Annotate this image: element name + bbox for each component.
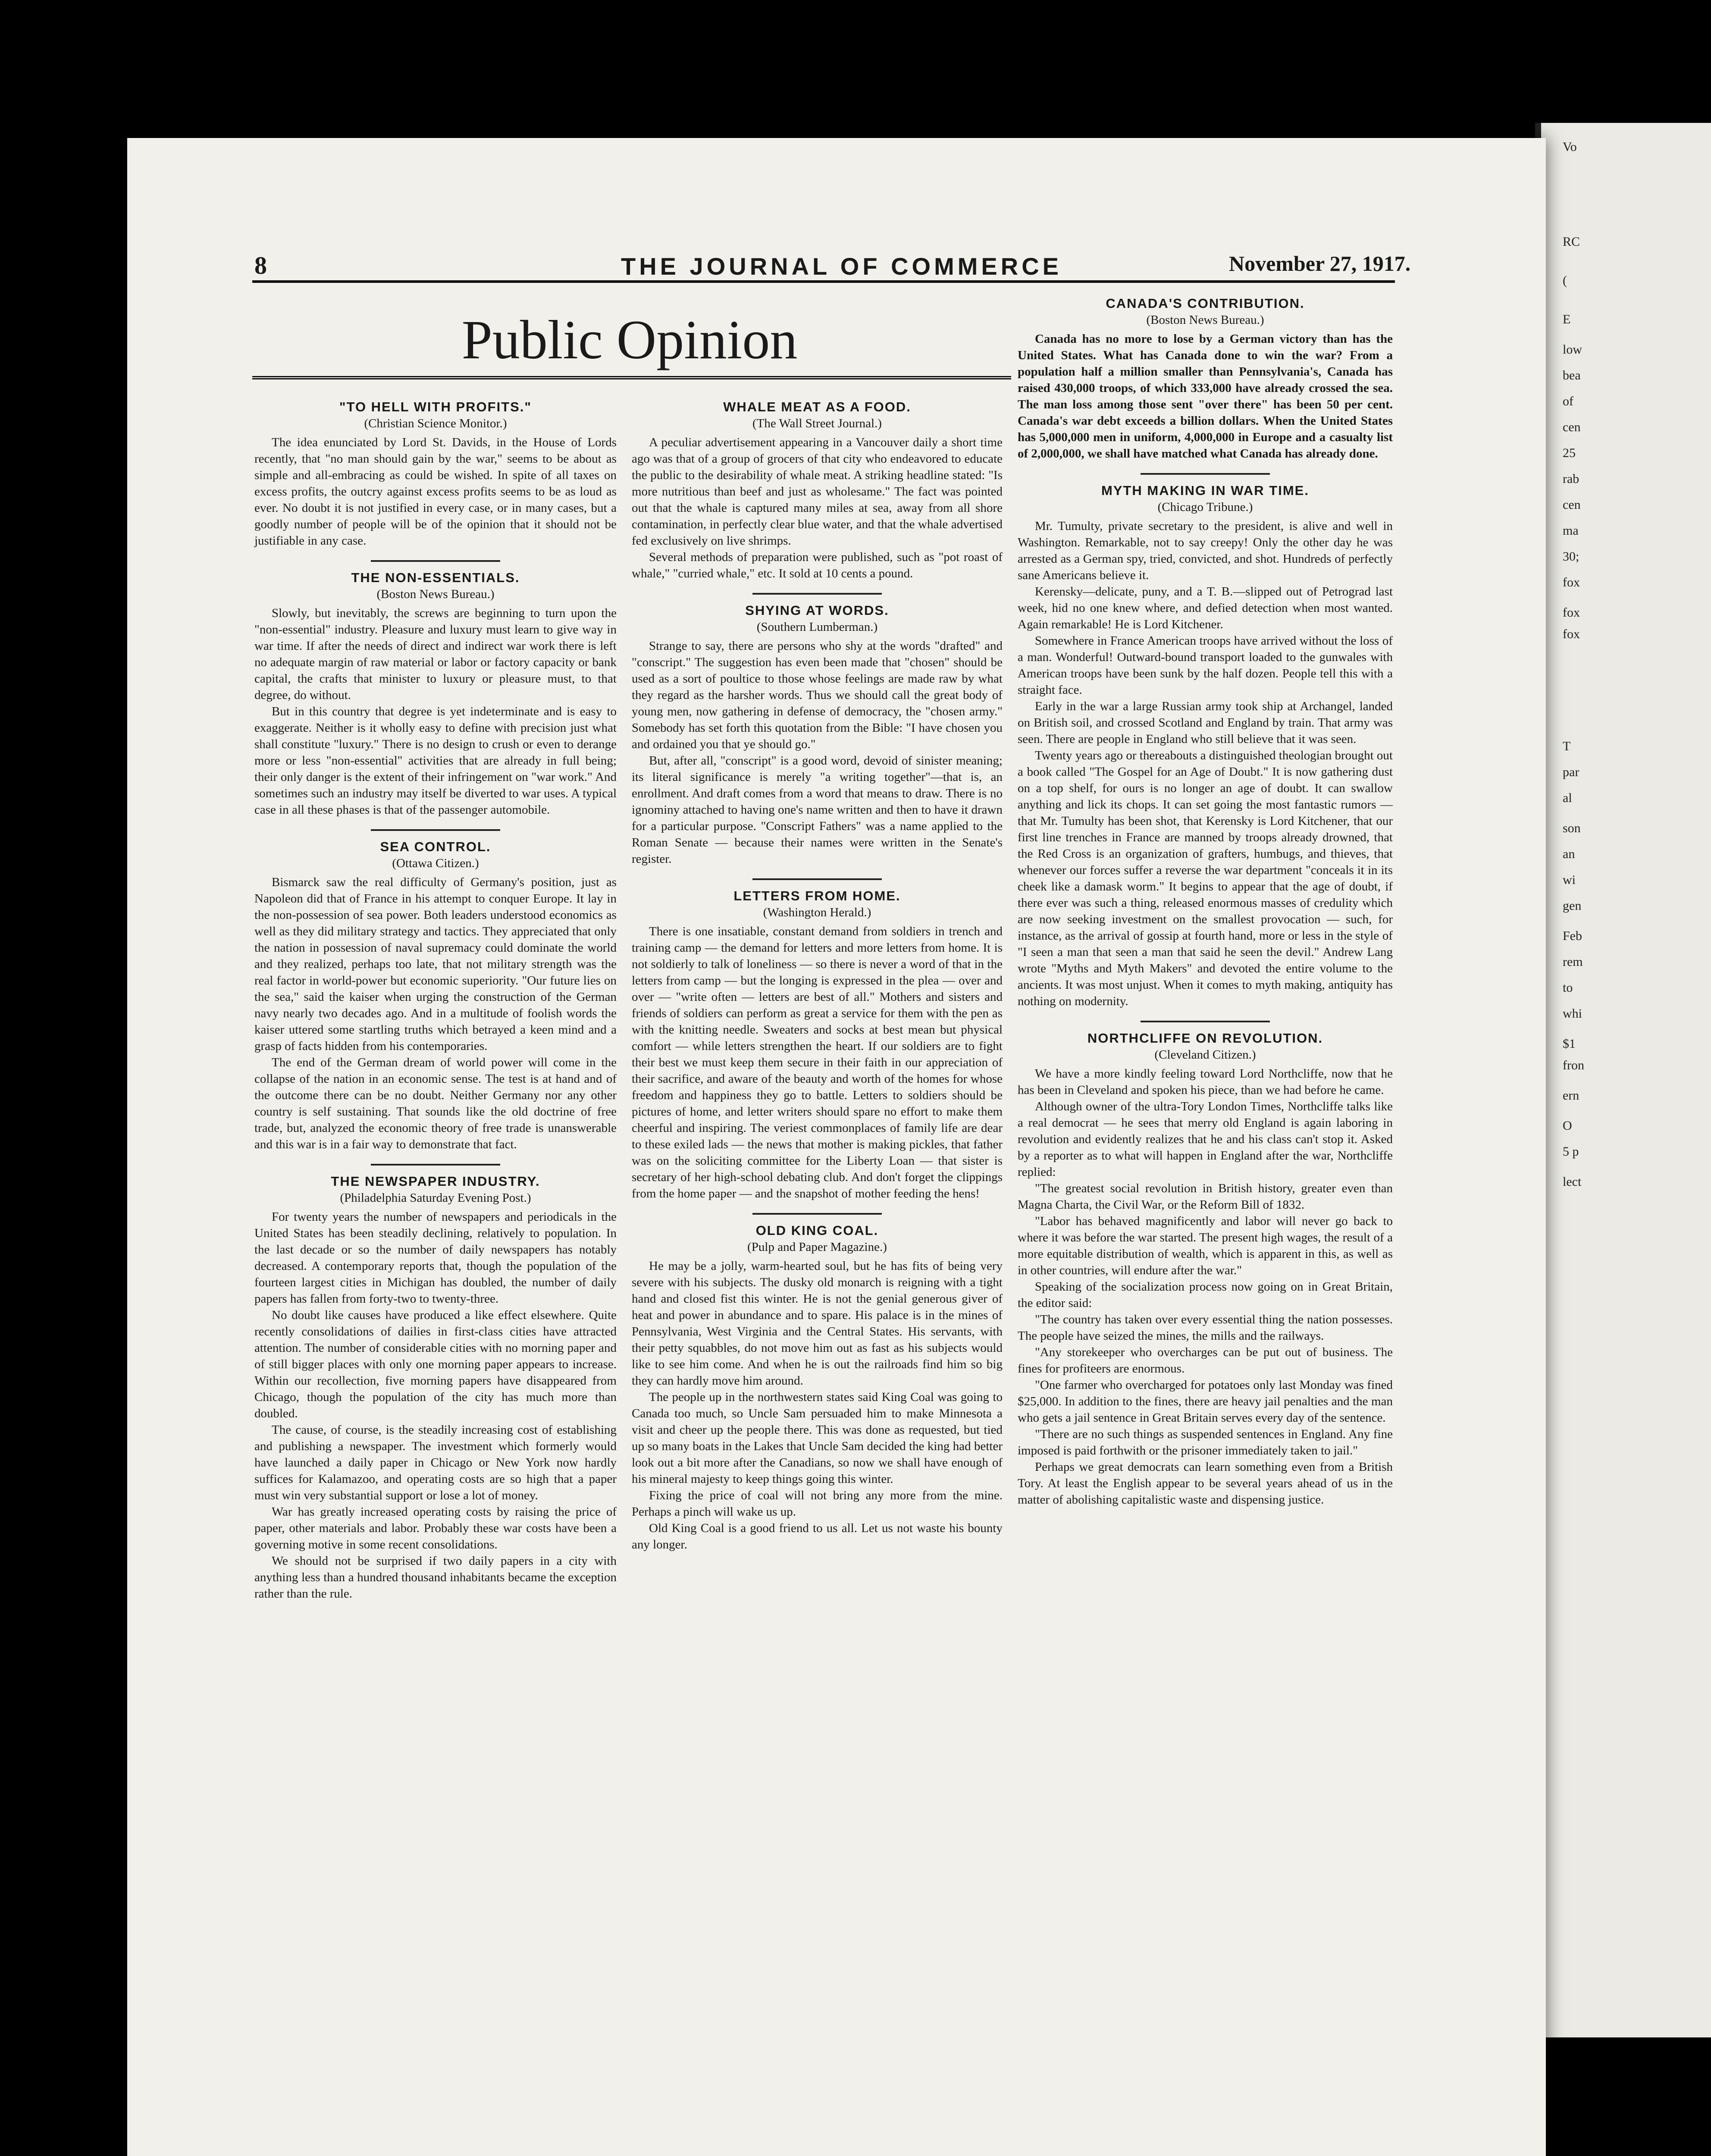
article [632,399,1003,582]
adjacent-page-fragment: Vo [1563,140,1577,154]
article-paragraph: Although owner of the ultra-Tory London Times, Northcliffe talks like a real democrat — he sees that merry old England is again laboring in revolution and evidently realizes that he and his class can't stop it. Asked by a reporter as to what will happen in England after the war, Northcliffe replied: [1018,1100,1393,1179]
header-rule [252,280,1395,283]
adjacent-page-fragment: ern [1563,1088,1579,1103]
article-paragraph: Several methods of preparation were published, such as "pot roast of whale," "curried whale," etc. It sold at 10 cents a pound. [632,550,1003,580]
adjacent-page-fragment: E [1563,312,1571,326]
article-title: SHYING AT WORDS. [745,603,889,618]
article-title: LETTERS FROM HOME. [733,888,901,903]
article-paragraph: Old King Coal is a good friend to us all. Let us not waste his bounty any longer. [632,1521,1003,1551]
journal-title: THE JOURNAL OF COMMERCE [621,253,1062,280]
article [1018,295,1393,462]
article-paragraph: Early in the war a large Russian army took ship at Archangel, landed on British soil, and crossed Scotland and England by train. That army was seen. There are people in England who still believe that it was seen. [1018,699,1393,746]
article-paragraph: But in this country that degree is yet indeterminate and is easy to exaggerate. Neither is it wholly easy to define with precision just what shall constitute "luxury." There is no design to crush or even to derange more or less "non-essential" activities that are already in full being; their only danger is the extent of their infringement on "war work." And sometimes such an industry may itself be diverted to war uses. A typical case in all these phases is that of the passenger automobile. [254,705,617,817]
article [1018,483,1393,1009]
article-paragraph: "One farmer who overcharged for potatoes only last Monday was fined $25,000. In addition to the fines, there are heavy jail penalties and the man who gets a jail sentence in Great Britain serves every day of the sentence. [1018,1378,1393,1425]
article-paragraph: Fixing the price of coal will not bring any more from the mine. Perhaps a pinch will wake us up. [632,1489,1003,1519]
adjacent-page-fragment: rab [1563,472,1579,486]
adjacent-page-fragment: 30; [1563,549,1579,564]
adjacent-page-fragment: ( [1563,273,1567,288]
adjacent-page-fragment: RC [1563,235,1580,249]
article-paragraph: But, after all, "conscript" is a good word, devoid of sinister meaning; its literal significance is merely "a writing together"—that is, an enrollment. And draft comes from a word that means to draw. There is no ignominy attached to having one's name written and then to have it drawn for a particular purpose. "Conscript Fathers" was a name applied to the Roman Senate — because their names were written in the Senate's register. [632,754,1003,866]
article-paragraph: Bismarck saw the real difficulty of Germany's position, just as Napoleon did that of France in his attempt to conquer Europe. It lay in the non-possession of sea power. Both leaders understood economics as well as they did military strategy and tactics. They appreciated that only the nation in possession of naval supremacy could dominate the world and they realized, perhaps too late, that not military strength was the real factor in world-power but economic superiority. "Our future lies on the sea," said the kaiser when urging the construction of the German navy nearly two decades ago. And in a multitude of foolish words the kaiser uttered some startling truths which betrayed a keen mind and a grasp of facts hidden from his contemporaries. [254,875,617,1053]
article-source: (Ottawa Citizen.) [392,856,479,870]
issue-date: November 27, 1917. [1229,251,1411,276]
column-1 [254,399,617,1602]
article-title: NORTHCLIFFE ON REVOLUTION. [1087,1031,1323,1046]
article-paragraph: The end of the German dream of world power will come in the collapse of the nation in an economic sense. The test is at hand and of the outcome there can be no doubt. Neither Germany nor any other country is self sustaining. That sounds like the old doctrine of free trade, but, analyzed the economic theory of free trade is unanswerable and this war is in a fair way to demonstrate that fact. [254,1056,617,1151]
article-paragraph: No doubt like causes have produced a like effect elsewhere. Quite recently consolidations of dailies in first-class cities have attracted attention. The number of considerable cities with no morning paper and of still bigger places with only one morning paper appears to increase. Within our recollection, five morning papers have disappeared from Chicago, though the population of the city has much more than doubled. [254,1308,617,1420]
article [632,888,1003,1202]
article-source: (Philadelphia Saturday Evening Post.) [340,1191,531,1205]
article-divider [1141,473,1270,475]
article-paragraph: Slowly, but inevitably, the screws are beginning to turn upon the "non-essential" industry. Pleasure and luxury must learn to give way in war time. If after the needs of direct and indirect war work there is left no adequate margin of raw material or labor or factory capacity or bank capital, the crafts that minister to luxury or pleasure must, to that degree, do without. [254,606,617,702]
article-paragraph: War has greatly increased operating costs by raising the price of paper, other materials and labor. Probably these war costs have been a governing motive in some recent consolidations. [254,1505,617,1551]
adjacent-page-fragment: T [1563,739,1571,753]
adjacent-page-fragment: al [1563,791,1572,805]
adjacent-page-fragment: 5 p [1563,1144,1579,1159]
article-paragraph: Kerensky—delicate, puny, and a T. B.—slipped out of Petrograd last week, hid no one knew where, and defied detection when most wanted. Again remarkable! He is Lord Kitchener. [1018,585,1393,631]
article [254,570,617,818]
adjacent-page-fragment: Feb [1563,929,1582,943]
article-paragraph: For twenty years the number of newspapers and periodicals in the United States has been steadily declining, relatively to population. In the last decade or so the number of daily newspapers has notably decreased. A contemporary reports that, though the population of the fourteen largest cities in Michigan has doubled, the number of daily papers has fallen from forty-two to twenty-three. [254,1210,617,1306]
adjacent-page-fragment: to [1563,981,1573,995]
article-paragraph: There is one insatiable, constant demand from soldiers in trench and training camp — the demand for letters and more letters from home. It is not soldierly to talk of loneliness — so there is never a word of that in the letters from camp — but the longing is expressed in the plea — over and over — "write often — letters are best of all." Mothers and sisters and friends of soldiers can perform as great a service for them with the pen as with the knitting needle. Sweaters and socks at best mean but physical comfort — while letters strengthen the heart. If our soldiers are to fight their best we must keep them secure in their faith in our appreciation of their sacrifice, and aware of the beauty and worth of the homes for whose freedom and happiness they go to battle. Letters to soldiers should be pictures of home, and letter writers should spare no effort to make them cheerful and inspiring. The veriest commonplaces of family life are dear to these exiled lads — the news that mother is making pickles, that father was on the soliciting committee for the Liberty Loan — that sister is secretary of her high-school debating club. And don't forget the clippings from the home paper — and the snapshot of mother feeding the hens! [632,924,1003,1200]
adjacent-page-fragment: fox [1563,575,1580,589]
article-source: (Boston News Bureau.) [1146,313,1264,327]
article-title: SEA CONTROL. [380,839,491,854]
article [632,602,1003,867]
section-title: Public Opinion [461,309,798,370]
page-number: 8 [254,251,267,279]
article-paragraph: Perhaps we great democrats can learn something even from a British Tory. At least the English appear to be several years ahead of us in the matter of abolishing capitalistic waste and dispensing justice. [1018,1460,1393,1507]
article-paragraph: Twenty years ago or thereabouts a distinguished theologian brought out a book called "The Gospel for an Age of Doubt." It is now gathering dust on a top shelf, for ours is no longer an age of doubt. It can swallow anything and lick its chops. It can set going the most fantastic rumors — that Mr. Tumulty has been shot, that Kerensky is Lord Kitchener, that our first line trenches in France are manned by troops already drowned, that the Red Cross is an organization of grafters, humbugs, and thieves, that whenever our forces suffer a reverse the war department "conceals it in its cheek like a damask worm." It begins to appear that the age of doubt, if there ever was such a thing, released enormous masses of credulity which are now seeking investment on the smallest provocation — such, for instance, as the arrival of gossip at fourth hand, more or less in the style of "I seen a man that seen a man that said he seen the devil." Andrew Lang wrote "Myths and Myth Makers" and devoted the entire volume to the ancients. It was most unjust. When it comes to myth making, antiquity has nothing on modernity. [1018,749,1393,1008]
article-paragraph: "There are no such things as suspended sentences in England. Any fine imposed is paid forthwith or the prisoner immediately taken to jail." [1018,1427,1393,1457]
adjacent-page-fragment: 25 [1563,446,1576,460]
article-source: (Washington Herald.) [763,906,871,919]
adjacent-page-fragment: low [1563,342,1582,357]
article [254,399,617,549]
adjacent-page-fragment: cen [1563,420,1581,434]
adjacent-page-fragment: ma [1563,523,1579,538]
article-paragraph: Mr. Tumulty, private secretary to the president, is alive and well in Washington. Remarkable, not to say creepy! Only the other day he was arrested as a German spy, tried, convicted, and shot. Hundreds of perfectly sane Americans believe it. [1018,519,1393,582]
article-paragraph: The people up in the northwestern states said King Coal was going to Canada too much, so Uncle Sam persuaded him to make Minnesota a visit and cheer up the people there. This was done as requested, but tied up so many boats in the Lakes that Uncle Sam decided the king had better look out a bit more after the Canadians, so now we shall have enough of his mineral majesty to keep things going this winter. [632,1390,1003,1486]
article-divider [371,829,500,831]
article-source: (Pulp and Paper Magazine.) [747,1240,887,1254]
article-source: (Chicago Tribune.) [1157,500,1253,514]
article [254,1173,617,1602]
article-paragraph: "The country has taken over every essential thing the nation possesses. The people have seized the mines, the mills and the railways. [1018,1313,1393,1343]
article-paragraph: We should not be surprised if two daily papers in a city with anything less than a hundred thousand inhabitants became the exception rather than the rule. [254,1554,617,1601]
article-title: THE NEWSPAPER INDUSTRY. [331,1174,540,1189]
adjacent-page-fragment: O [1563,1119,1572,1133]
article-paragraph: We have a more kindly feeling toward Lord Northcliffe, now that he has been in Cleveland and spoken his piece, than we had before he came. [1018,1067,1393,1097]
adjacent-page-fragment: rem [1563,955,1583,969]
article-paragraph: He may be a jolly, warm-hearted soul, but he has fits of being very severe with his subjects. The dusky old monarch is reigning with a tight hand and closed fist this winter. He is not the genial generous giver of heat and power in abundance and to spare. His palace is in the mines of Pennsylvania, West Virginia and the Central States. His servants, with their petty squabbles, do not move him out as fast as his subjects would like to see him come. And when he is out the railroads find him so big they can hardly move him around. [632,1259,1003,1388]
adjacent-page-fragment: an [1563,847,1575,861]
article-title: MYTH MAKING IN WAR TIME. [1101,483,1309,498]
adjacent-page-fragment: wi [1563,873,1576,887]
adjacent-page-fragment: gen [1563,899,1582,913]
adjacent-page-fragment: lect [1563,1175,1582,1189]
article-divider [752,1213,882,1215]
article-title: OLD KING COAL. [755,1223,879,1238]
adjacent-page-fragment: son [1563,821,1581,835]
article-paragraph: "Labor has behaved magnificently and labor will never go back to where it was before the war started. The present high wages, the result of a more equitable distribution of wealth, which is apparent in this, as well as in other countries, will endure after the war." [1018,1214,1393,1277]
article-paragraph: "The greatest social revolution in British history, greater even than Magna Charta, the Civil War, or the Reform Bill of 1832. [1018,1181,1393,1212]
article-divider [371,560,500,562]
article-source: (Boston News Bureau.) [376,587,495,601]
article-paragraph: A peculiar advertisement appearing in a Vancouver daily a short time ago was that of a group of grocers of that city who endeavored to educate the public to the desirability of whale meat. A striking headline stated: "Is more nutritious than beef and just as wholesame." The fact was pointed out that the whale is captured many miles at sea, away from all shore contamination, in perfectly clear blue water, and that the whale advertised fed exclusively on live shrimps. [632,436,1003,548]
article-divider [752,878,882,880]
adjacent-page-fragment: whi [1563,1006,1582,1021]
adjacent-page-fragment: fox [1563,627,1580,641]
column-3 [1018,295,1393,1508]
article-title: THE NON-ESSENTIALS. [351,570,520,585]
article-paragraph: Speaking of the socialization process now going on in Great Britain, the editor said: [1018,1280,1393,1310]
article-paragraph: The idea enunciated by Lord St. Davids, in the House of Lords recently, that "no man should gain by the war," seems to be about as simple and all-embracing as could be wished. In spite of all taxes on excess profits, the outcry against excess profits seems to be as loud as ever. No doubt it is not justified in every case, or in many cases, but a goodly number of people will be of the opinion that it should not be justifiable in any case. [254,436,617,548]
adjacent-page-fragment: fron [1563,1058,1584,1072]
adjacent-page-fragment: of [1563,394,1573,408]
article-paragraph: "Any storekeeper who overcharges can be put out of business. The fines for profiteers are enormous. [1018,1345,1393,1376]
adjacent-page-fragment: cen [1563,498,1581,512]
column-2 [632,399,1003,1553]
article-source: (The Wall Street Journal.) [752,417,882,430]
article-divider [752,593,882,595]
article-divider [1141,1021,1270,1022]
adjacent-page-fragment: par [1563,765,1579,779]
article-title: "TO HELL WITH PROFITS." [339,399,532,414]
article-source: (Southern Lumberman.) [756,620,878,634]
article-title: WHALE MEAT AS A FOOD. [723,399,911,414]
article-source: (Christian Science Monitor.) [364,417,507,430]
article-paragraph: The cause, of course, is the steadily increasing cost of establishing and publishing a newspaper. The investment which formerly would have launched a daily paper in Chicago or New York now hardly suffices for Kalamazoo, and operating costs are so high that a paper must win very substantial support or lose a lot of money. [254,1423,617,1502]
article [254,839,617,1153]
article-source: (Cleveland Citizen.) [1154,1048,1256,1062]
article-paragraph: Canada has no more to lose by a German victory than has the United States. What has Canada done to win the war? From a population half a million smaller than Pennsylvania's, Canada has raised 430,000 troops, of which 333,000 have already crossed the sea. The man loss among those sent "over there" has been 50 per cent. Canada's war debt exceeds a billion dollars. When the United States has 5,000,000 men in uniform, 4,000,000 in Europe and a casualty list of 2,000,000, we shall have matched what Canada has already done. [1018,332,1393,461]
article [632,1222,1003,1553]
adjacent-page-fragment: fox [1563,605,1580,620]
adjacent-page-fragment: $1 [1563,1037,1576,1051]
adjacent-page [1535,123,1711,2037]
article-divider [371,1164,500,1166]
article [1018,1030,1393,1508]
article-paragraph: Somewhere in France American troops have arrived without the loss of a man. Wonderful! Outward-bound transport loaded to the gunwales with American troops have been sunk by the half dozen. People tell this with a straight face. [1018,634,1393,697]
adjacent-page-fragment: bea [1563,368,1581,382]
title-rule [252,376,1011,379]
article-title: CANADA'S CONTRIBUTION. [1106,296,1305,311]
article-paragraph: Strange to say, there are persons who shy at the words "drafted" and "conscript." The suggestion has even been made that "chosen" should be used as a sort of poultice to those whose feelings are made raw by what they regard as the harsher words. Thus we should call the great body of young men, now gathering in defense of democracy, the "chosen army." Somebody has set forth this quotation from the Bible: "I have chosen you and ordained you that ye should go." [632,639,1003,751]
